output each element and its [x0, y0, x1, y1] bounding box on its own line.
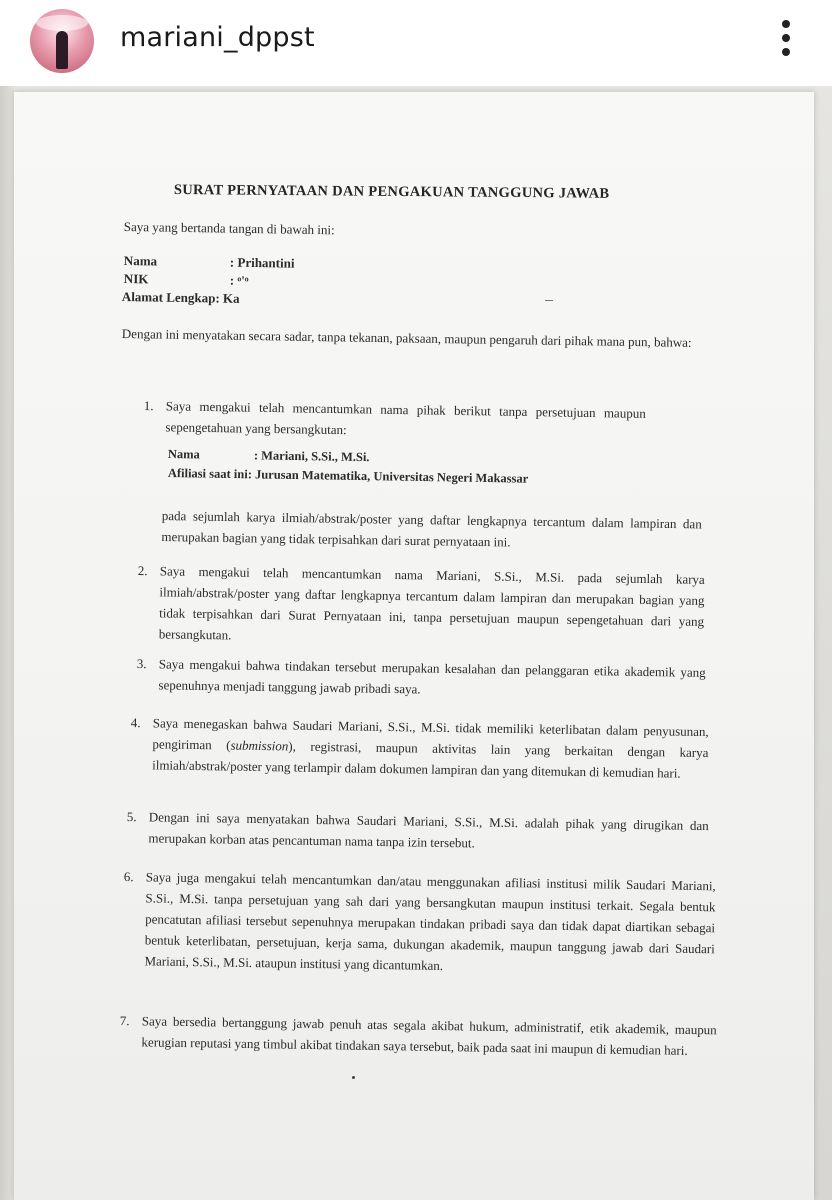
list-item-text: Saya juga mengakui telah mencantumkan dan/atau menggunakan afiliasi institusi milik Saudari Mariani, S.Si., M.Si. tanpa persetujuan yang sah dari yang bersangkutan maupun institusi terkait. Segala bentuk pencatutan afiliasi tersebut sepenuhnya merupakan tindakan pribadi saya dan tidak dapat diartikan sebagai bentuk keterlibatan, persetujuan, kerja sama, dukungan akademik, maupun tanggung jawab dari Saudari Mariani, S.Si., M.Si. ataupun institusi yang dicantumkan. — [144, 869, 716, 974]
identity-address-row — [122, 289, 240, 307]
identity-value: : Ka — [215, 290, 240, 306]
identity-name-row — [124, 253, 295, 272]
more-vertical-icon[interactable] — [776, 18, 796, 58]
identity-label: NIK — [123, 271, 149, 287]
sub-value: : Jurusan Matematika, Universitas Negeri Makassar — [247, 467, 529, 486]
list-item-text: Saya mengakui telah mencantumkan nama Mariani, S.Si., M.Si. pada sejumlah karya ilmiah/abstrak/poster yang daftar lengkapnya tercantum dalam lampiran dan merupakan bagian yang tidak terpisahkan dari Surat Pernyataan ini, tanpa persetujuan maupun sepengetahuan dari yang bersangkutan. — [158, 563, 705, 643]
list-item-number: 4. — [130, 714, 141, 731]
list-item-number: 2. — [137, 562, 148, 579]
list-item-text — [152, 712, 709, 784]
list-item-number: 3. — [136, 655, 147, 672]
stray-mark — [352, 1076, 355, 1079]
identity-label: Alamat Lengkap — [121, 289, 216, 306]
list-item-text-part: ), registrasi, maupun aktivitas lain yang berkaitan dengan karya ilmiah/abstrak/poster yang terlampir dalam dokumen lampiran dan yang ditemukan di kemudian hari. — [152, 738, 709, 781]
list-item-text: Saya mengakui telah mencantumkan nama pihak berikut tanpa persetujuan maupun sepengetahuan yang bersangkutan: — [165, 398, 646, 438]
list-item-text: Saya bersedia bertanggung jawab penuh atas segala akibat hukum, administratif, etik akademik, maupun kerugian reputasi yang timbul akibat tindakan saya tersebut, baik pada saat ini maupun di kemudian hari. — [141, 1013, 717, 1058]
stray-mark — [545, 300, 553, 301]
document-intro: Saya yang bertanda tangan di bawah ini: — [123, 218, 335, 238]
username[interactable]: mariani_dppst — [120, 22, 315, 53]
identity-nik-row — [124, 271, 249, 289]
identity-value: : Prihantini — [229, 254, 295, 271]
list-item-number: 1. — [143, 397, 154, 414]
sub-value: : Mariani, S.Si., M.Si. — [253, 448, 370, 465]
document-statement: Dengan ini menyatakan secara sadar, tanpa tekanan, paksaan, maupun pengaruh dari pihak mana pun, bahwa: — [121, 325, 692, 350]
sub-label: Afiliasi saat ini — [167, 466, 248, 482]
list-item-text: Dengan ini saya menyatakan bahwa Saudari Mariani, S.Si., M.Si. adalah pihak yang dirugikan dan merupakan korban atas pencantuman nama tanpa izin tersebut. — [148, 809, 709, 851]
sub-label: Nama — [167, 447, 200, 462]
list-item-number: 5. — [126, 808, 137, 825]
list-item-number: 6. — [123, 868, 134, 885]
list-item-text: Saya mengakui bahwa tindakan tersebut merupakan kesalahan dan pelanggaran etika akademik yang sepenuhnya menjadi tanggung jawab pribadi saya. — [158, 656, 706, 697]
list-item-text: pada sejumlah karya ilmiah/abstrak/poster yang daftar lengkapnya tercantum dalam lampiran dan merupakan bagian yang tidak terpisahkan dari surat pernyataan ini. — [161, 507, 702, 550]
list-item-number: 7. — [119, 1012, 130, 1029]
identity-label: Nama — [123, 253, 158, 269]
avatar-background — [36, 15, 88, 31]
list-item-text-part: Saya menegaskan bahwa Saudari Mariani, S.Si., M.Si. tidak memiliki keterlibatan dalam penyusunan, pengiriman ( — [152, 715, 709, 753]
list-item-italic-term: submission — [230, 737, 289, 754]
desk-background — [0, 86, 14, 1200]
avatar-figure — [56, 31, 68, 69]
identity-value: : ᵒ'ᵒ — [229, 272, 249, 288]
affected-name-row — [168, 447, 370, 465]
post-header — [0, 0, 832, 86]
profile-avatar[interactable] — [30, 9, 94, 73]
document-title: SURAT PERNYATAAN DAN PENGAKUAN TANGGUNG JAWAB — [173, 182, 610, 202]
